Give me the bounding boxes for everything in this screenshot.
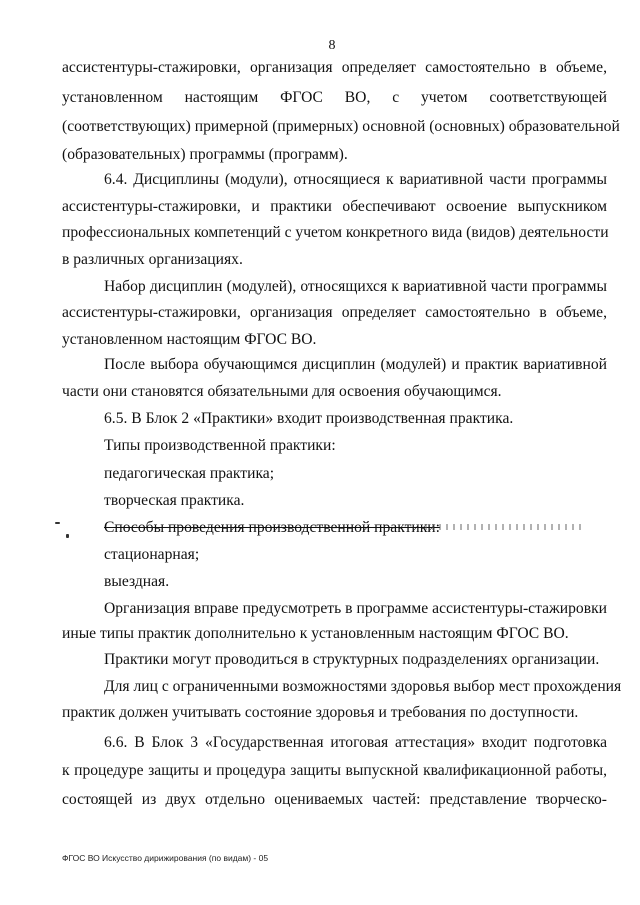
scan-mark xyxy=(66,534,69,538)
list-item: выездная. xyxy=(104,573,170,590)
text-line: к процедуре защиты и процедура защиты выпускной квалификационной работы, xyxy=(62,762,607,779)
text-line: 6.6. В Блок 3 «Государственная итоговая аттестация» входит подготовка xyxy=(104,734,607,751)
text-line: в различных организациях. xyxy=(62,251,243,268)
text-line: ассистентуры-стажировки, и практики обеспечивают освоение выпускником xyxy=(62,198,607,215)
text-line: практик должен учитывать состояние здоровья и требования по доступности. xyxy=(62,704,579,721)
text-line: состоящей из двух отдельно оцениваемых частей: представление творческо- xyxy=(62,791,607,808)
page-footer: ФГОС ВО Искусство дирижирования (по видам) - 05 xyxy=(62,853,269,863)
list-item: педагогическая практика; xyxy=(104,465,275,482)
text-line: 6.4. Дисциплины (модули), относящиеся к вариативной части программы xyxy=(104,171,607,188)
text-line: (образовательных) программы (программ). xyxy=(62,146,348,163)
text-line: (соответствующих) примерной (примерных) основной (основных) образовательной xyxy=(62,118,620,135)
text-line: 6.5. В Блок 2 «Практики» входит производственная практика. xyxy=(104,410,514,427)
text-line: Практики могут проводиться в структурных подразделениях организации. xyxy=(104,651,600,668)
text-line: Типы производственной практики: xyxy=(104,437,336,454)
text-line: установленном настоящим ФГОС ВО, с учетом соответствующей xyxy=(62,89,607,106)
text-line-struck: Способы проведения производственной практики: xyxy=(104,519,440,536)
text-line: Для лиц с ограниченными возможностями здоровья выбор мест прохождения xyxy=(104,678,622,695)
text-line: установленном настоящим ФГОС ВО. xyxy=(62,331,317,348)
list-item: творческая практика. xyxy=(104,492,245,509)
list-item: стационарная; xyxy=(104,546,200,563)
scan-smudge xyxy=(425,524,585,530)
text-line: части они становятся обязательными для освоения обучающимся. xyxy=(62,383,502,400)
text-line: ассистентуры-стажировки, организация определяет самостоятельно в объеме, xyxy=(62,59,607,76)
text-line: Набор дисциплин (модулей), относящихся к вариативной части программы xyxy=(104,278,607,295)
text-line: профессиональных компетенций с учетом конкретного вида (видов) деятельности xyxy=(62,224,609,241)
text-line: ассистентуры-стажировки, организация определяет самостоятельно в объеме, xyxy=(62,304,607,321)
scan-mark xyxy=(55,522,60,524)
text-line: Организация вправе предусмотреть в программе ассистентуры-стажировки xyxy=(104,600,607,617)
page-number: 8 xyxy=(328,38,336,53)
text-line: иные типы практик дополнительно к установленным настоящим ФГОС ВО. xyxy=(62,625,569,642)
text-line: После выбора обучающимся дисциплин (модулей) и практик вариативной xyxy=(104,356,607,373)
